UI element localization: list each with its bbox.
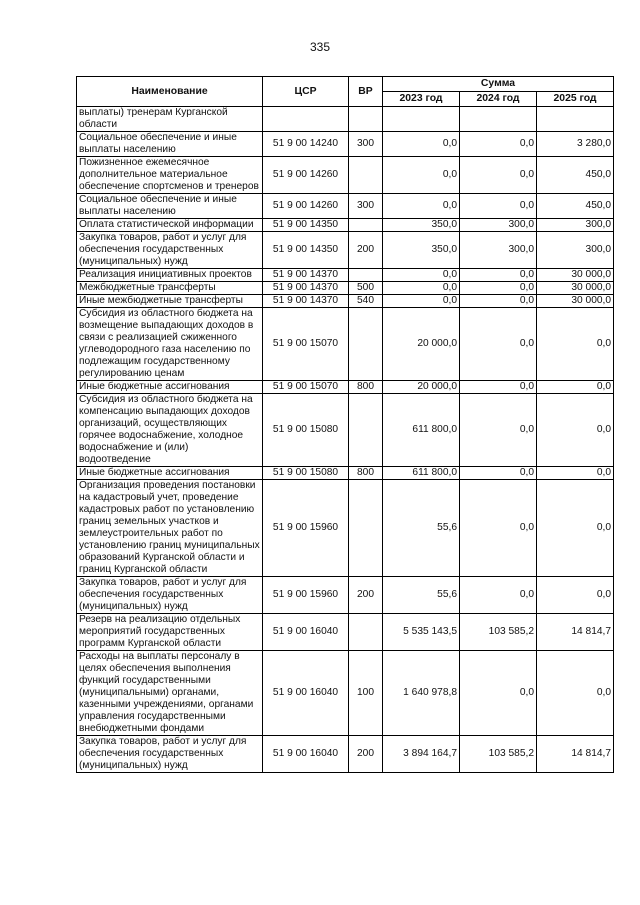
row-csr: 51 9 00 15070 (263, 381, 349, 394)
row-vr: 500 (349, 282, 383, 295)
row-name: Социальное обеспечение и иные выплаты населению (77, 132, 263, 157)
row-csr: 51 9 00 15080 (263, 394, 349, 467)
page-number: 335 (309, 40, 331, 54)
table-row (77, 295, 614, 308)
row-amount-2023: 0,0 (383, 194, 460, 219)
row-amount-2023: 350,0 (383, 232, 460, 269)
row-vr: 800 (349, 381, 383, 394)
row-amount-2023: 611 800,0 (383, 467, 460, 480)
row-csr: 51 9 00 14350 (263, 219, 349, 232)
row-name: Закупка товаров, работ и услуг для обеспечения государственных (муниципальных) нужд (77, 577, 263, 614)
row-amount-2025: 0,0 (537, 308, 614, 381)
row-csr: 51 9 00 14370 (263, 295, 349, 308)
table-row (77, 194, 614, 219)
row-amount-2024: 300,0 (460, 219, 537, 232)
table-row (77, 232, 614, 269)
row-amount-2025: 30 000,0 (537, 282, 614, 295)
table-row (77, 736, 614, 773)
row-csr: 51 9 00 16040 (263, 614, 349, 651)
row-vr: 300 (349, 132, 383, 157)
header-2024: 2024 год (460, 92, 537, 107)
header-2025: 2025 год (537, 92, 614, 107)
row-vr (349, 219, 383, 232)
row-amount-2023 (383, 107, 460, 132)
row-amount-2025: 450,0 (537, 194, 614, 219)
row-name: Реализация инициативных проектов (77, 269, 263, 282)
row-name: Организация проведения постановки на кадастровый учет, проведение кадастровых работ по установлению границ земельных участков и землеустроительных работ по установлению границ муниципальных образований Курганской области и границ Курганской области (77, 480, 263, 577)
row-vr: 800 (349, 467, 383, 480)
row-amount-2024: 0,0 (460, 132, 537, 157)
row-csr: 51 9 00 14370 (263, 282, 349, 295)
row-csr: 51 9 00 15080 (263, 467, 349, 480)
row-name: Пожизненное ежемесячное дополнительное материальное обеспечение спортсменов и тренеров (77, 157, 263, 194)
row-amount-2023: 1 640 978,8 (383, 651, 460, 736)
row-amount-2025: 300,0 (537, 232, 614, 269)
row-csr: 51 9 00 14370 (263, 269, 349, 282)
row-amount-2023: 0,0 (383, 295, 460, 308)
header-csr: ЦСР (263, 77, 349, 107)
row-name: Иные бюджетные ассигнования (77, 381, 263, 394)
row-csr: 51 9 00 15960 (263, 480, 349, 577)
row-name: Межбюджетные трансферты (77, 282, 263, 295)
row-amount-2024: 0,0 (460, 480, 537, 577)
row-name: Социальное обеспечение и иные выплаты населению (77, 194, 263, 219)
row-amount-2025: 0,0 (537, 577, 614, 614)
row-amount-2024: 0,0 (460, 651, 537, 736)
row-amount-2025: 14 814,7 (537, 736, 614, 773)
row-name: Иные межбюджетные трансферты (77, 295, 263, 308)
row-vr: 300 (349, 194, 383, 219)
table-row (77, 467, 614, 480)
row-amount-2023: 5 535 143,5 (383, 614, 460, 651)
row-amount-2025: 0,0 (537, 381, 614, 394)
row-amount-2024: 0,0 (460, 577, 537, 614)
row-amount-2023: 3 894 164,7 (383, 736, 460, 773)
row-amount-2024: 0,0 (460, 282, 537, 295)
table-row (77, 132, 614, 157)
row-amount-2024 (460, 107, 537, 132)
row-amount-2023: 55,6 (383, 480, 460, 577)
row-name: Расходы на выплаты персоналу в целях обеспечения выполнения функций государственными (муниципальными) органами, казенными учреждениями, органами управления государственными внебюджетными фондами (77, 651, 263, 736)
table-row (77, 577, 614, 614)
row-vr: 200 (349, 577, 383, 614)
table-body (77, 107, 614, 773)
table-row (77, 651, 614, 736)
table-header (77, 77, 614, 107)
row-vr: 540 (349, 295, 383, 308)
table-row (77, 107, 614, 132)
row-amount-2023: 0,0 (383, 132, 460, 157)
row-csr: 51 9 00 16040 (263, 651, 349, 736)
row-name: выплаты) тренерам Курганской области (77, 107, 263, 132)
row-csr: 51 9 00 14260 (263, 157, 349, 194)
row-amount-2024: 300,0 (460, 232, 537, 269)
row-name: Субсидия из областного бюджета на возмещение выпадающих доходов в связи с реализацией сжиженного углеводородного газа населению по подлежащим государственному регулированию ценам (77, 308, 263, 381)
row-vr: 200 (349, 232, 383, 269)
row-csr: 51 9 00 14260 (263, 194, 349, 219)
row-amount-2023: 0,0 (383, 157, 460, 194)
budget-table (76, 76, 614, 773)
row-amount-2023: 611 800,0 (383, 394, 460, 467)
row-amount-2023: 20 000,0 (383, 381, 460, 394)
table-row (77, 219, 614, 232)
row-amount-2024: 0,0 (460, 295, 537, 308)
table-row (77, 308, 614, 381)
row-vr (349, 614, 383, 651)
row-amount-2024: 0,0 (460, 394, 537, 467)
row-amount-2024: 0,0 (460, 381, 537, 394)
row-name: Резерв на реализацию отдельных мероприятий государственных программ Курганской области (77, 614, 263, 651)
header-2023: 2023 год (383, 92, 460, 107)
table-row (77, 394, 614, 467)
header-name: Наименование (77, 77, 263, 107)
row-amount-2024: 0,0 (460, 467, 537, 480)
row-amount-2023: 350,0 (383, 219, 460, 232)
table-row (77, 269, 614, 282)
row-amount-2024: 0,0 (460, 194, 537, 219)
row-amount-2025 (537, 107, 614, 132)
row-name: Иные бюджетные ассигнования (77, 467, 263, 480)
table-row (77, 282, 614, 295)
row-amount-2024: 0,0 (460, 157, 537, 194)
row-amount-2023: 55,6 (383, 577, 460, 614)
row-vr: 100 (349, 651, 383, 736)
table-row (77, 381, 614, 394)
table-row (77, 614, 614, 651)
row-csr: 51 9 00 14350 (263, 232, 349, 269)
row-csr: 51 9 00 15070 (263, 308, 349, 381)
row-name: Субсидия из областного бюджета на компенсацию выпадающих доходов организаций, осуществляющих горячее водоснабжение, холодное водоснабжение и (или) водоотведение (77, 394, 263, 467)
row-amount-2025: 0,0 (537, 480, 614, 577)
row-csr: 51 9 00 16040 (263, 736, 349, 773)
row-amount-2025: 0,0 (537, 651, 614, 736)
row-name: Оплата статистической информации (77, 219, 263, 232)
row-amount-2025: 14 814,7 (537, 614, 614, 651)
header-vr: ВР (349, 77, 383, 107)
row-vr (349, 394, 383, 467)
row-vr (349, 308, 383, 381)
table-row (77, 157, 614, 194)
row-csr (263, 107, 349, 132)
row-amount-2025: 300,0 (537, 219, 614, 232)
row-amount-2024: 103 585,2 (460, 736, 537, 773)
row-vr (349, 269, 383, 282)
row-amount-2025: 30 000,0 (537, 269, 614, 282)
row-amount-2025: 450,0 (537, 157, 614, 194)
row-vr (349, 157, 383, 194)
row-csr: 51 9 00 15960 (263, 577, 349, 614)
row-name: Закупка товаров, работ и услуг для обеспечения государственных (муниципальных) нужд (77, 736, 263, 773)
row-amount-2024: 0,0 (460, 308, 537, 381)
row-vr (349, 107, 383, 132)
row-amount-2025: 30 000,0 (537, 295, 614, 308)
row-amount-2025: 0,0 (537, 394, 614, 467)
row-name: Закупка товаров, работ и услуг для обеспечения государственных (муниципальных) нужд (77, 232, 263, 269)
row-amount-2025: 3 280,0 (537, 132, 614, 157)
row-amount-2024: 0,0 (460, 269, 537, 282)
row-amount-2024: 103 585,2 (460, 614, 537, 651)
row-vr (349, 480, 383, 577)
row-amount-2025: 0,0 (537, 467, 614, 480)
header-sum: Сумма (383, 77, 614, 92)
row-amount-2023: 20 000,0 (383, 308, 460, 381)
row-csr: 51 9 00 14240 (263, 132, 349, 157)
table-row (77, 480, 614, 577)
row-amount-2023: 0,0 (383, 269, 460, 282)
row-vr: 200 (349, 736, 383, 773)
row-amount-2023: 0,0 (383, 282, 460, 295)
